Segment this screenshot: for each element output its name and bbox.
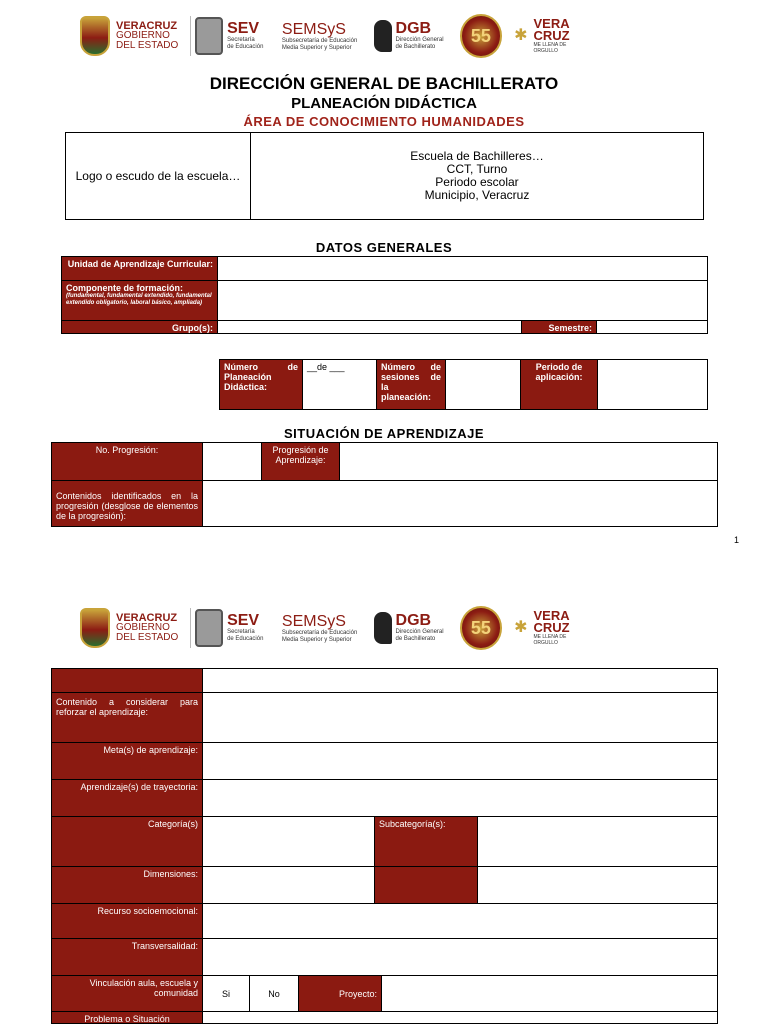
unidad-label: Unidad de Aprendizaje Curricular: xyxy=(61,256,218,281)
sev-sub1: Secretaría xyxy=(227,37,255,43)
dgb-logo xyxy=(374,20,456,52)
semestre-field[interactable] xyxy=(596,320,708,334)
contenido-reforzar-label: Contenido a considerar para reforzar el aprendizaje: xyxy=(51,692,203,743)
contenido-reforzar-field[interactable] xyxy=(202,692,718,743)
vera-tag: ME LLENA DE ORGULLO xyxy=(533,634,567,646)
problema-label: Problema o Situación xyxy=(51,1011,203,1024)
grupo-field[interactable] xyxy=(217,320,522,334)
dgb-name: DGB xyxy=(395,612,432,629)
contenidos-label: Contenidos identificados en la progresión (desglose de elementos de la progresión): xyxy=(51,480,203,527)
empty-red-label xyxy=(51,668,203,693)
categorias-label: Categoría(s) xyxy=(51,816,203,867)
transversalidad-label: Transversalidad: xyxy=(51,938,203,976)
si-option[interactable]: Si xyxy=(202,975,250,1012)
semsys-sub2: Media Superior y Superior xyxy=(281,636,352,643)
trayectoria-field[interactable] xyxy=(202,779,718,817)
dimensiones-field[interactable] xyxy=(202,866,375,904)
metas-label: Meta(s) de aprendizaje: xyxy=(51,742,203,780)
no-progresion-label: No. Progresión: xyxy=(51,442,203,481)
semsys-logo xyxy=(282,613,374,644)
semsys-sub2: Media Superior y Superior xyxy=(281,44,352,51)
semsys-name: SEMSyS xyxy=(281,20,346,38)
problema-field[interactable] xyxy=(202,1011,718,1024)
semsys-name: SEMSyS xyxy=(281,612,346,630)
flower-icon: ✱ xyxy=(514,619,528,636)
gobierno-line3: DEL ESTADO xyxy=(116,40,179,51)
gobierno-line1: VERACRUZ xyxy=(116,612,178,624)
divider xyxy=(190,16,191,56)
vera-line2: CRUZ xyxy=(533,620,570,635)
dgb-sub2: de Bachillerato xyxy=(395,636,436,642)
no-progresion-field[interactable] xyxy=(202,442,262,481)
subcategorias-label: Subcategoría(s): xyxy=(374,816,478,867)
area-title: ÁREA DE CONOCIMIENTO HUMANIDADES xyxy=(243,114,525,129)
gobierno-line1: VERACRUZ xyxy=(116,20,178,32)
main-title: DIRECCIÓN GENERAL DE BACHILLERATO xyxy=(209,74,559,93)
dgb-name: DGB xyxy=(395,20,432,37)
unidad-field[interactable] xyxy=(217,256,708,281)
veracruz-brand-logo xyxy=(514,610,590,646)
semestre-label: Semestre: xyxy=(521,320,597,334)
vera-line1: VERA xyxy=(533,608,570,623)
numero-sesiones-label: Número de sesiones de la planeación: xyxy=(376,359,446,410)
dgb-sub1: Dirección General xyxy=(395,37,444,43)
sev-sub2: de Educación xyxy=(227,636,264,642)
veracruz-shield-icon xyxy=(80,608,110,648)
dimensiones-red-cell xyxy=(374,866,478,904)
school-info-box xyxy=(65,132,704,220)
gobierno-line3: DEL ESTADO xyxy=(116,632,179,643)
componente-label xyxy=(61,280,218,321)
sev-shield-icon xyxy=(195,17,223,55)
contenidos-field[interactable] xyxy=(202,480,718,527)
sev-name: SEV xyxy=(227,612,260,629)
school-municipio: Municipio, Veracruz xyxy=(424,188,530,202)
dimensiones-extra-field[interactable] xyxy=(477,866,718,904)
planeacion-de-text: __de ___ xyxy=(307,362,345,372)
periodo-aplicacion-label: Periodo de aplicación: xyxy=(520,359,598,410)
header-logos-page2 xyxy=(80,602,590,654)
veracruz-shield-icon xyxy=(80,16,110,56)
anniversary-seal: 55 xyxy=(460,606,503,650)
numero-planeacion-field[interactable] xyxy=(302,359,377,410)
situacion-title: SITUACIÓN DE APRENDIZAJE xyxy=(283,426,485,441)
anniversary-seal: 55 xyxy=(460,14,503,58)
datos-generales-title: DATOS GENERALES xyxy=(315,240,453,255)
gobierno-line2: GOBIERNO xyxy=(116,622,170,633)
subcategorias-field[interactable] xyxy=(477,816,718,867)
school-logo-placeholder: Logo o escudo de la escuela… xyxy=(66,133,251,219)
page-number: 1 xyxy=(734,535,740,545)
school-name: Escuela de Bachilleres… xyxy=(410,149,544,163)
school-details xyxy=(251,133,703,219)
sev-logo xyxy=(195,609,282,647)
recurso-field[interactable] xyxy=(202,903,718,939)
progresion-label: Progresión de Aprendizaje: xyxy=(261,442,340,481)
trayectoria-label: Aprendizaje(s) de trayectoria: xyxy=(51,779,203,817)
numero-sesiones-field[interactable] xyxy=(445,359,521,410)
school-period: Periodo escolar xyxy=(435,175,519,189)
sev-sub2: de Educación xyxy=(227,44,264,50)
progresion-field[interactable] xyxy=(339,442,718,481)
proyecto-label: Proyecto: xyxy=(298,975,382,1012)
gobierno-veracruz-logo xyxy=(80,16,186,56)
gobierno-veracruz-logo xyxy=(80,608,186,648)
semsys-logo xyxy=(282,21,374,52)
semsys-sub1: Subsecretaría de Educación xyxy=(281,629,358,636)
dgb-sub2: de Bachillerato xyxy=(395,44,436,50)
vera-line2: CRUZ xyxy=(533,28,570,43)
dgb-mark-icon xyxy=(374,612,392,644)
numero-planeacion-label: Número de Planeación Didáctica: xyxy=(219,359,303,410)
vinculacion-label: Vinculación aula, escuela y comunidad xyxy=(51,975,203,1012)
sev-name: SEV xyxy=(227,20,260,37)
periodo-aplicacion-field[interactable] xyxy=(597,359,708,410)
top-field[interactable] xyxy=(202,668,718,693)
no-option[interactable]: No xyxy=(249,975,299,1012)
sub-title: PLANEACIÓN DIDÁCTICA xyxy=(291,95,477,112)
semsys-sub1: Subsecretaría de Educación xyxy=(281,37,358,44)
header-logos xyxy=(80,10,590,62)
componente-note: (fundamental, fundamental extendido, fundamental extendido obligatorio, laboral básico, ampliada) xyxy=(66,293,212,306)
componente-field[interactable] xyxy=(217,280,708,321)
sev-shield-icon xyxy=(195,609,223,647)
vera-tag: ME LLENA DE ORGULLO xyxy=(533,42,567,54)
flower-icon: ✱ xyxy=(514,27,528,44)
dgb-mark-icon xyxy=(374,20,392,52)
vera-line1: VERA xyxy=(533,16,570,31)
grupo-label: Grupo(s): xyxy=(61,320,218,334)
dimensiones-label: Dimensiones: xyxy=(51,866,203,904)
sev-sub1: Secretaría xyxy=(227,629,255,635)
sev-logo xyxy=(195,17,282,55)
transversalidad-field[interactable] xyxy=(202,938,718,976)
veracruz-brand-logo xyxy=(514,18,590,54)
componente-label-text: Componente de formación: xyxy=(66,283,184,293)
categorias-field[interactable] xyxy=(202,816,375,867)
recurso-label: Recurso socioemocional: xyxy=(51,903,203,939)
gobierno-line2: GOBIERNO xyxy=(116,30,170,41)
school-cct: CCT, Turno xyxy=(446,162,508,176)
divider xyxy=(190,608,191,648)
dgb-sub1: Dirección General xyxy=(395,629,444,635)
dgb-logo xyxy=(374,612,456,644)
proyecto-field[interactable] xyxy=(381,975,718,1012)
metas-field[interactable] xyxy=(202,742,718,780)
